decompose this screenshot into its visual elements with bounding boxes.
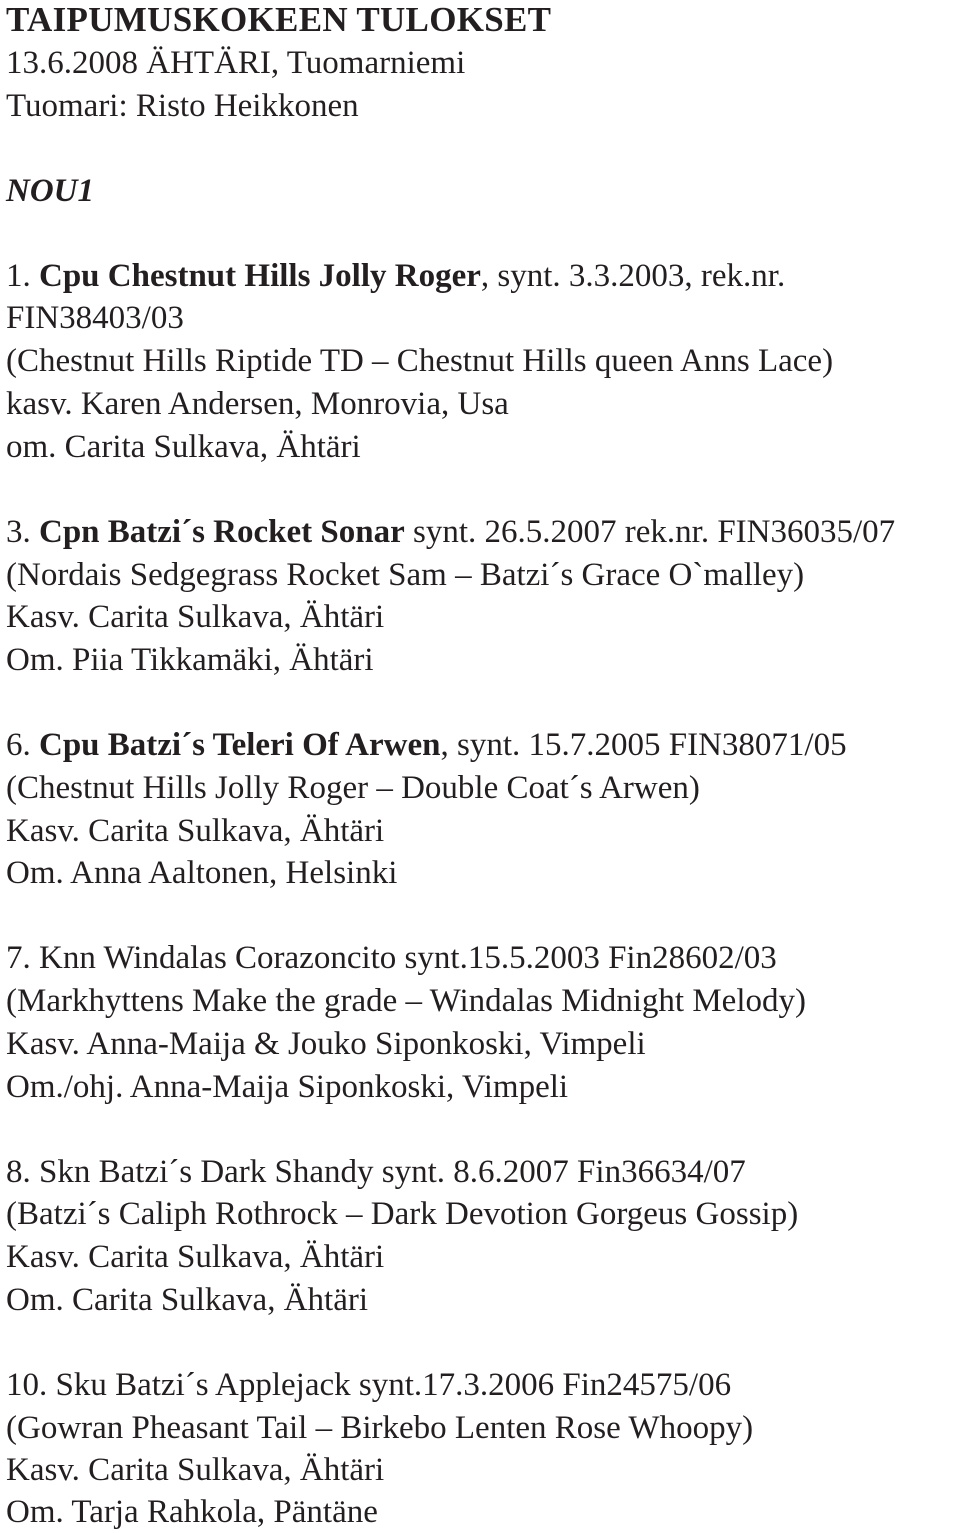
entry-2-details: synt. 26.5.2007 rek.nr. FIN36035/07: [404, 514, 896, 550]
entry-5-parents: (Batzi´s Caliph Rothrock – Dark Devotion Gorgeus Gossip): [6, 1196, 799, 1232]
entry-2-breeder: Kasv. Carita Sulkava, Ähtäri: [6, 599, 385, 635]
entry-4-breeder: Kasv. Anna-Maija & Jouko Siponkoski, Vimpeli: [6, 1026, 646, 1062]
entry-3-heading: [6, 725, 847, 765]
document-title: TAIPUMUSKOKEEN TULOKSET: [6, 0, 552, 39]
entry-6-owner: Om. Tarja Rahkola, Päntäne: [6, 1494, 378, 1530]
entry-1-details: , synt. 3.3.2003, rek.nr.: [480, 258, 786, 294]
entry-2-dog-name: Cpn Batzi´s Rocket Sonar: [39, 514, 405, 550]
entry-3-placement: 6.: [6, 727, 39, 763]
entry-5-breeder: Kasv. Carita Sulkava, Ähtäri: [6, 1239, 385, 1275]
entry-1-breeder: kasv. Karen Andersen, Monrovia, Usa: [6, 386, 509, 422]
entry-6-heading: 10. Sku Batzi´s Applejack synt.17.3.2006 Fin24575/06: [6, 1367, 732, 1403]
entry-1-heading: [6, 256, 785, 296]
entry-1-placement: 1.: [6, 258, 39, 294]
entry-3-dog-name: Cpu Batzi´s Teleri Of Arwen: [39, 727, 441, 763]
entry-1-dog-name: Cpu Chestnut Hills Jolly Roger: [39, 258, 481, 294]
entry-2-owner: Om. Piia Tikkamäki, Ähtäri: [6, 642, 374, 678]
entry-2-heading: [6, 512, 895, 552]
entry-4-heading: 7. Knn Windalas Corazoncito synt.15.5.2003 Fin28602/03: [6, 940, 777, 976]
entry-3-owner: Om. Anna Aaltonen, Helsinki: [6, 855, 398, 891]
entry-3-parents: (Chestnut Hills Jolly Roger – Double Coat´s Arwen): [6, 770, 700, 806]
entry-3-breeder: Kasv. Carita Sulkava, Ähtäri: [6, 813, 385, 849]
entry-4-parents: (Markhyttens Make the grade – Windalas Midnight Melody): [6, 983, 806, 1019]
entry-1-owner: om. Carita Sulkava, Ähtäri: [6, 429, 361, 465]
event-date-place: 13.6.2008 ÄHTÄRI, Tuomarniemi: [6, 45, 466, 81]
entry-2-parents: (Nordais Sedgegrass Rocket Sam – Batzi´s Grace O`malley): [6, 557, 805, 593]
entry-5-heading: 8. Skn Batzi´s Dark Shandy synt. 8.6.2007 Fin36634/07: [6, 1154, 746, 1190]
entry-1-parents: (Chestnut Hills Riptide TD – Chestnut Hills queen Anns Lace): [6, 343, 834, 379]
entry-5-owner: Om. Carita Sulkava, Ähtäri: [6, 1282, 369, 1318]
entry-6-parents: (Gowran Pheasant Tail – Birkebo Lenten Rose Whoopy): [6, 1410, 754, 1446]
judge-line: Tuomari: Risto Heikkonen: [6, 88, 359, 124]
entry-2-placement: 3.: [6, 514, 39, 550]
entry-3-details: , synt. 15.7.2005 FIN38071/05: [440, 727, 847, 763]
entry-4-owner: Om./ohj. Anna-Maija Siponkoski, Vimpeli: [6, 1069, 569, 1105]
class-heading: NOU1: [6, 173, 94, 209]
entry-1-registration: FIN38403/03: [6, 300, 184, 336]
entry-6-breeder: Kasv. Carita Sulkava, Ähtäri: [6, 1452, 385, 1488]
